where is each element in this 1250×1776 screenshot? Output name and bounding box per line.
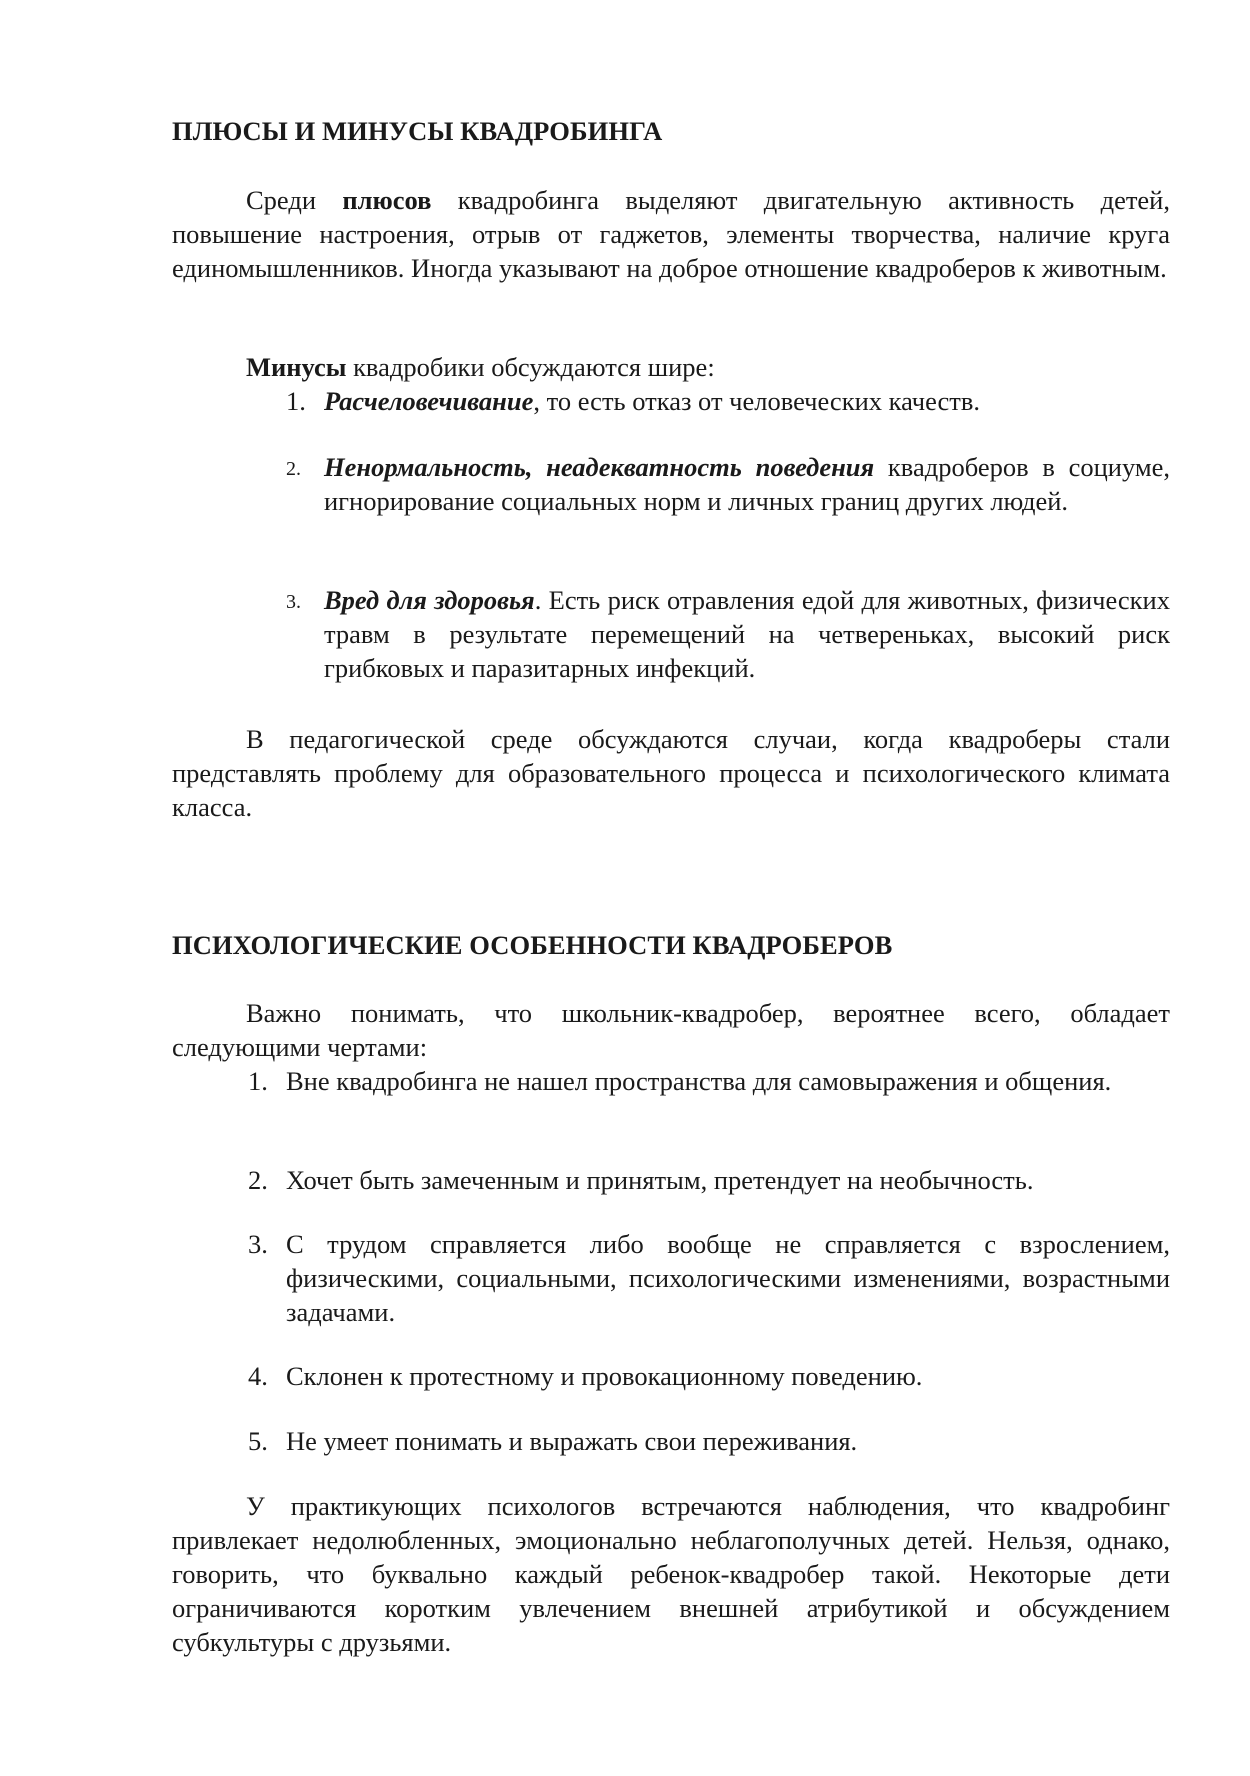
paragraph-text: Важно понимать, что школьник-квадробер, вероятнее всего, обладает следующими чертами: xyxy=(172,998,1170,1062)
emphasis-term: Расчеловечивание xyxy=(324,386,534,416)
paragraph-pros xyxy=(172,183,1170,285)
paragraph-text: В педагогической среде обсуждаются случаи, когда квадроберы стали представлять проблему для образовательного процесса и психологического климата класса. xyxy=(172,724,1170,822)
list-item-minus-3 xyxy=(324,583,1170,685)
list-number: 5. xyxy=(248,1426,268,1456)
list-item-trait-1: Вне квадробинга не нашел пространства для самовыражения и общения. xyxy=(286,1066,1112,1096)
list-item-text: . Есть риск отравления едой для животных, физических травм в результате перемещений на четвереньках, высокий риск грибковых и паразитарных инфекций. xyxy=(324,585,1170,683)
list-item-text: квадроберов в социуме, игнорирование социальных норм и личных границ других людей. xyxy=(324,452,1170,516)
list-number: 2. xyxy=(248,1165,268,1195)
list-number: 1. xyxy=(286,386,306,416)
section-heading-pros-cons: ПЛЮСЫ И МИНУСЫ КВАДРОБИНГА xyxy=(172,116,663,146)
paragraph-text: У практикующих психологов встречаются наблюдения, что квадробинг привлекает недолюбленных, эмоционально неблагополучных детей. Нельзя, однако, говорить, что буквально каждый ребенок-квадробер такой. Некоторые дети ограничиваются коротким увлечением внешней атрибутикой и обсуждением субкультуры с друзьями. xyxy=(172,1491,1170,1657)
list-item-text: , то есть отказ от человеческих качеств. xyxy=(533,386,981,416)
list-number: 1. xyxy=(248,1066,268,1096)
list-item-trait-3: С трудом справляется либо вообще не справляется с взрослением, физическими, социальными, психологическими изменениями, возрастными задачами. xyxy=(286,1229,1170,1327)
paragraph-text: Среди xyxy=(246,185,343,215)
bold-term: плюсов xyxy=(342,185,432,215)
paragraph-traits-intro xyxy=(172,996,1170,1064)
emphasis-term: Вред для здоровья xyxy=(324,585,535,615)
paragraph-minus-intro xyxy=(172,350,1170,384)
list-number: 4. xyxy=(248,1361,268,1391)
list-item-trait-4: Склонен к протестному и провокационному поведению. xyxy=(286,1361,923,1391)
paragraph-text: квадробинга выделяют двигательную активность детей, повышение настроения, отрыв от гаджетов, элементы творчества, наличие круга единомышленников. Иногда указывают на доброе отношение квадроберов к животным. xyxy=(172,185,1170,283)
section-heading-psychology: ПСИХОЛОГИЧЕСКИЕ ОСОБЕННОСТИ КВАДРОБЕРОВ xyxy=(172,930,893,960)
paragraph-text: квадробики обсуждаются шире: xyxy=(346,352,715,382)
list-item-trait-5: Не умеет понимать и выражать свои переживания. xyxy=(286,1426,858,1456)
list-number: 2. xyxy=(286,458,301,480)
paragraph-practitioners xyxy=(172,1489,1170,1659)
bold-term: Минусы xyxy=(246,352,347,382)
list-number: 3. xyxy=(248,1229,268,1259)
list-item-minus-2 xyxy=(324,450,1170,518)
paragraph-pedagogical xyxy=(172,722,1170,824)
emphasis-term: Ненормальность, неадекватность поведения xyxy=(324,452,875,482)
list-item-trait-2: Хочет быть замеченным и принятым, претендует на необычность. xyxy=(286,1165,1034,1195)
list-item-minus-1 xyxy=(324,384,1170,418)
list-number: 3. xyxy=(286,591,301,613)
